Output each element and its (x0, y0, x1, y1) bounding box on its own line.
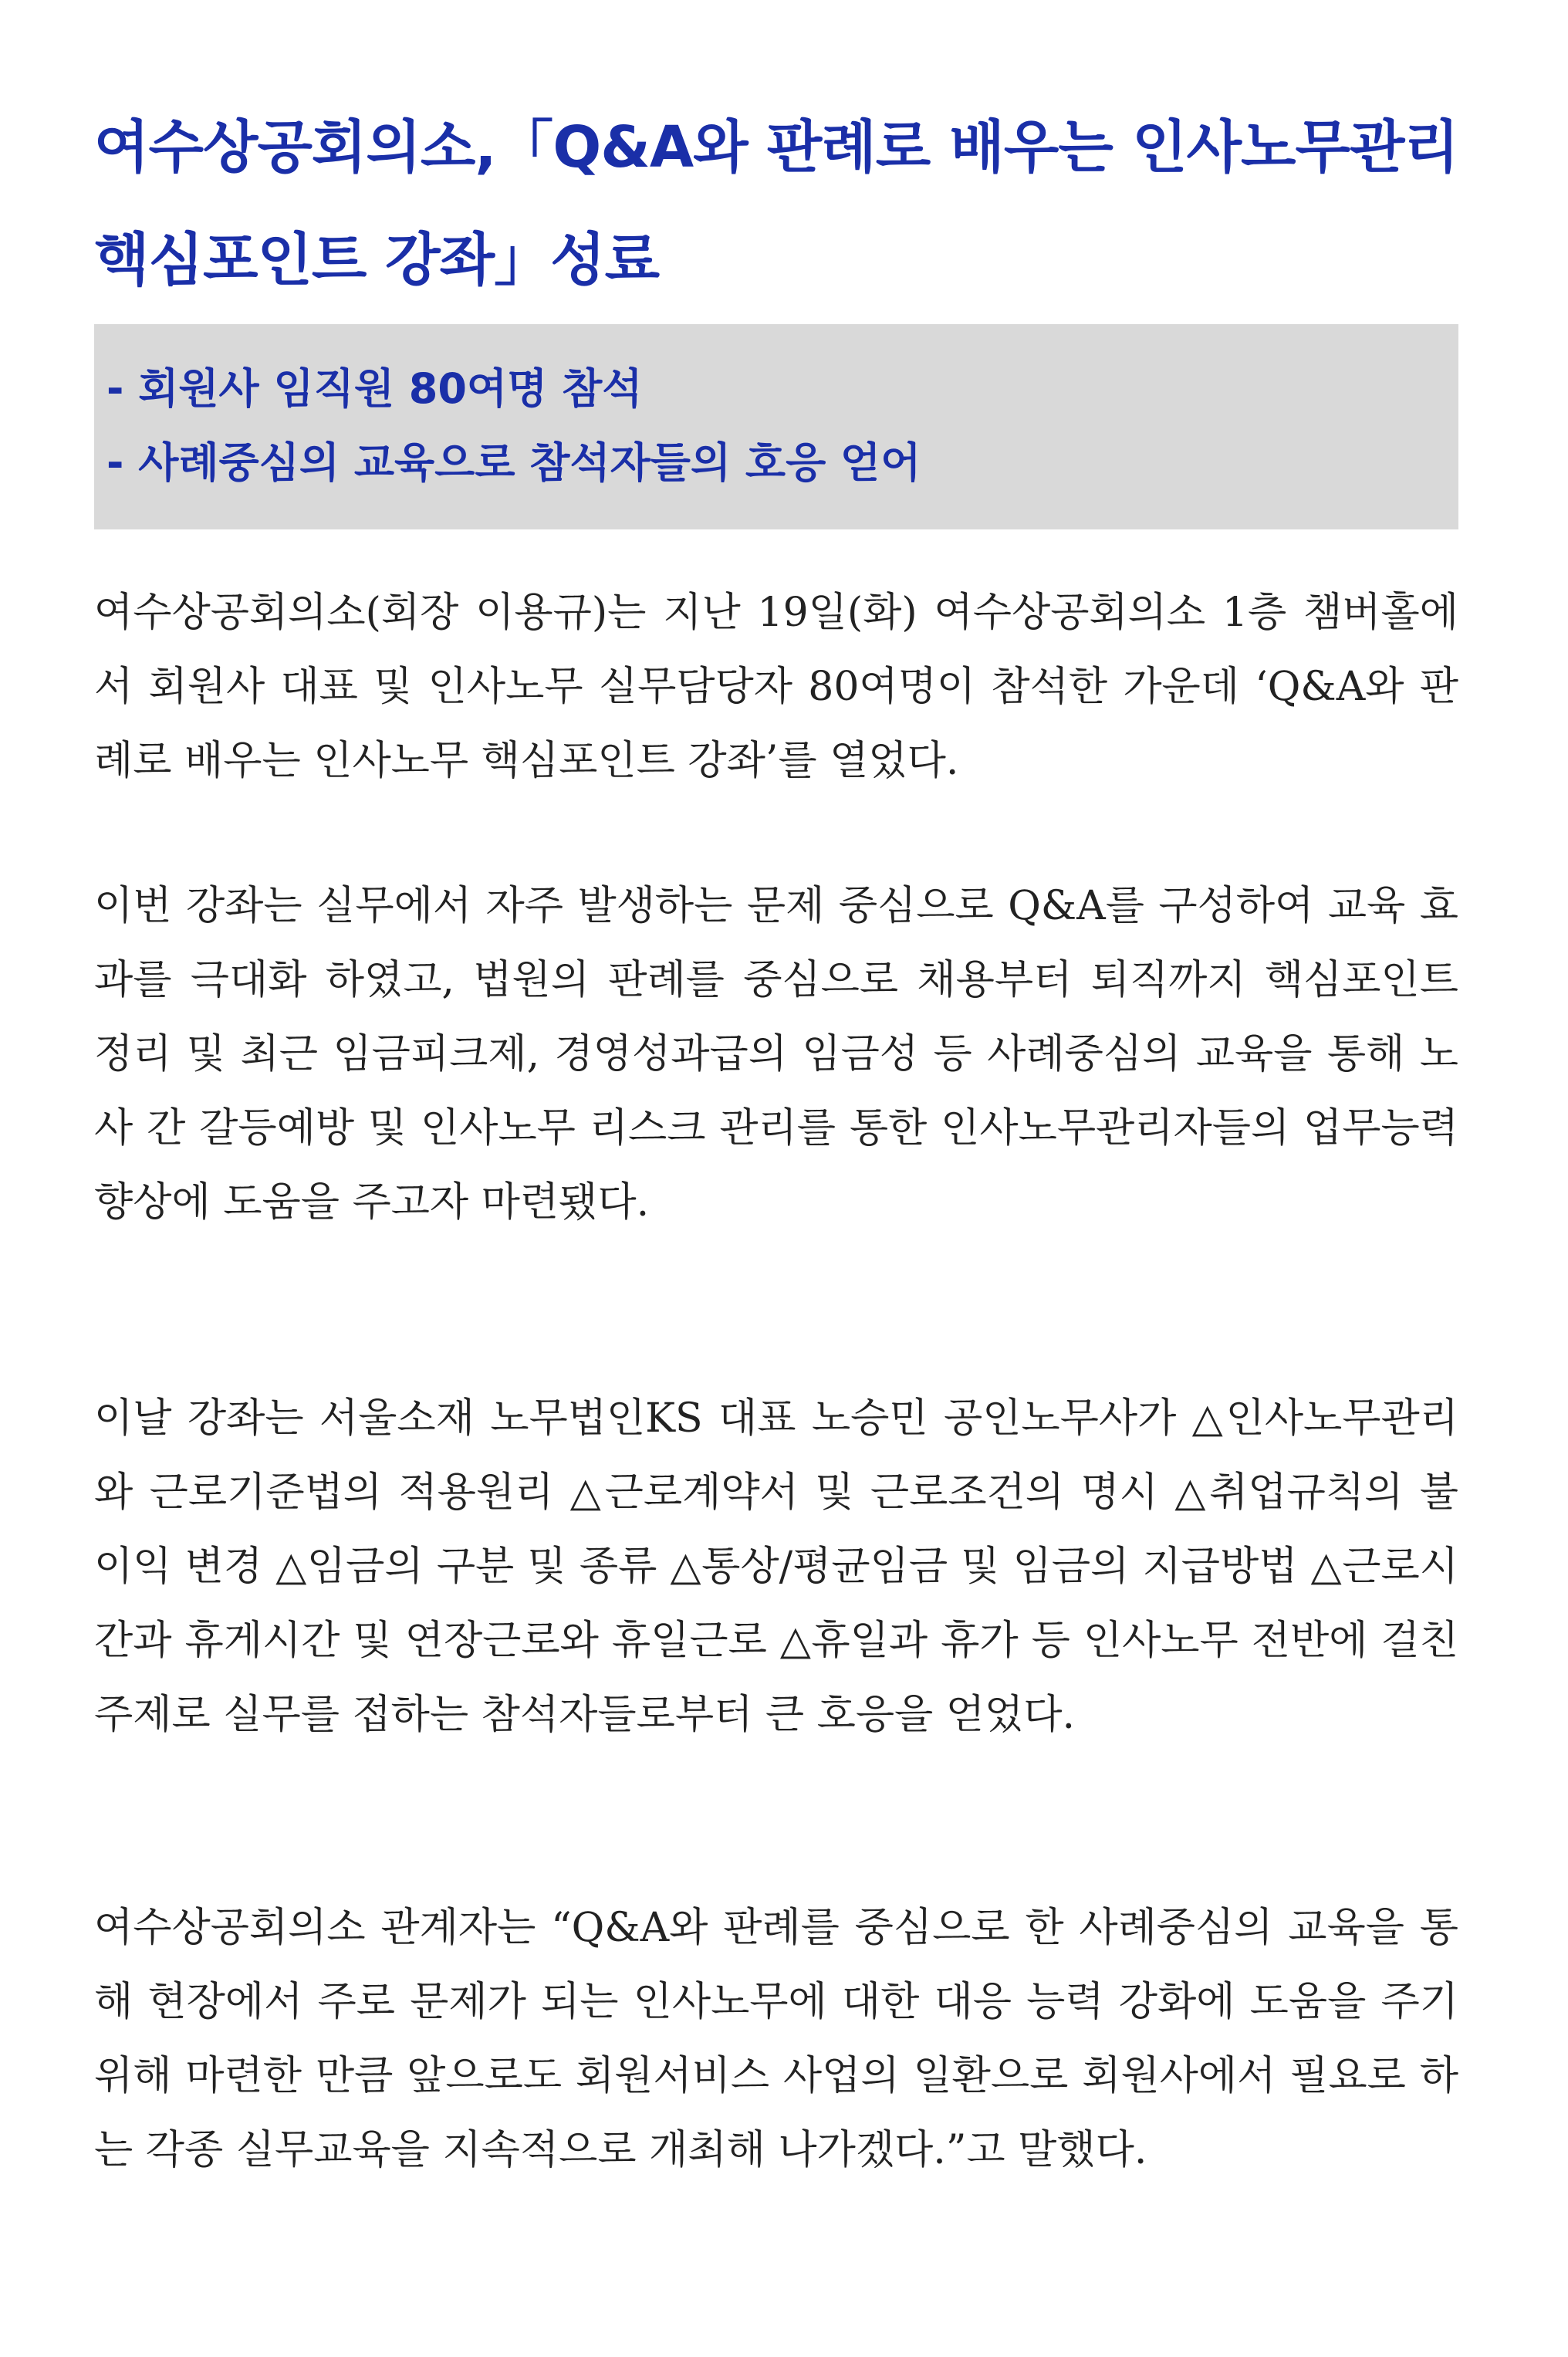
summary-line-attendance: - 회원사 임직원 80여명 참석 (106, 364, 643, 413)
body-paragraph-event: 여수상공회의소(회장 이용규)는 지난 19일(화) 여수상공회의소 1층 챔버홀에서 회원사 대표 및 인사노무 실무담당자 80여명이 참석한 가운데 ‘Q&A와 판례로 배우는 인사노무 핵심포인트 강좌’를 열었다. (94, 590, 1458, 784)
body-paragraph-lecture-topics: 이날 강좌는 서울소재 노무법인KS 대표 노승민 공인노무사가 △인사노무관리와 근로기준법의 적용원리 △근로계약서 및 근로조건의 명시 △취업규칙의 불이익 변경 △임금의 구분 및 종류 △통상/평균임금 및 임금의 지급방법 △근로시간과 휴게시간 및 연장근로와 휴일근로 △휴일과 휴가 등 인사노무 전반에 걸친 주제로 실무를 접하는 참석자들로부터 큰 호응을 얻었다. (94, 1395, 1458, 1738)
summary-box (94, 324, 1458, 529)
body-paragraph-official-quote: 여수상공회의소 관계자는 “Q&A와 판례를 중심으로 한 사례중심의 교육을 통해 현장에서 주로 문제가 되는 인사노무에 대한 대응 능력 강화에 도움을 주기 위해 마련한 만큼 앞으로도 회원서비스 사업의 일환으로 회원사에서 필요로 하는 각종 실무교육을 지속적으로 개최해 나가겠다.”고 말했다. (94, 1905, 1458, 2173)
article-title: 여수상공회의소,「Q&A와 판례로 배우는 인사노무관리 핵심포인트 강좌」성료 (94, 114, 1458, 293)
summary-line-response: - 사례중심의 교육으로 참석자들의 호응 얻어 (106, 438, 921, 487)
body-paragraph-course-content: 이번 강좌는 실무에서 자주 발생하는 문제 중심으로 Q&A를 구성하여 교육 효과를 극대화 하였고, 법원의 판례를 중심으로 채용부터 퇴직까지 핵심포인트 정리 및 최근 임금피크제, 경영성과급의 임금성 등 사례중심의 교육을 통해 노사 간 갈등예방 및 인사노무 리스크 관리를 통한 인사노무관리자들의 업무능력 향상에 도움을 주고자 마련됐다. (94, 883, 1458, 1226)
